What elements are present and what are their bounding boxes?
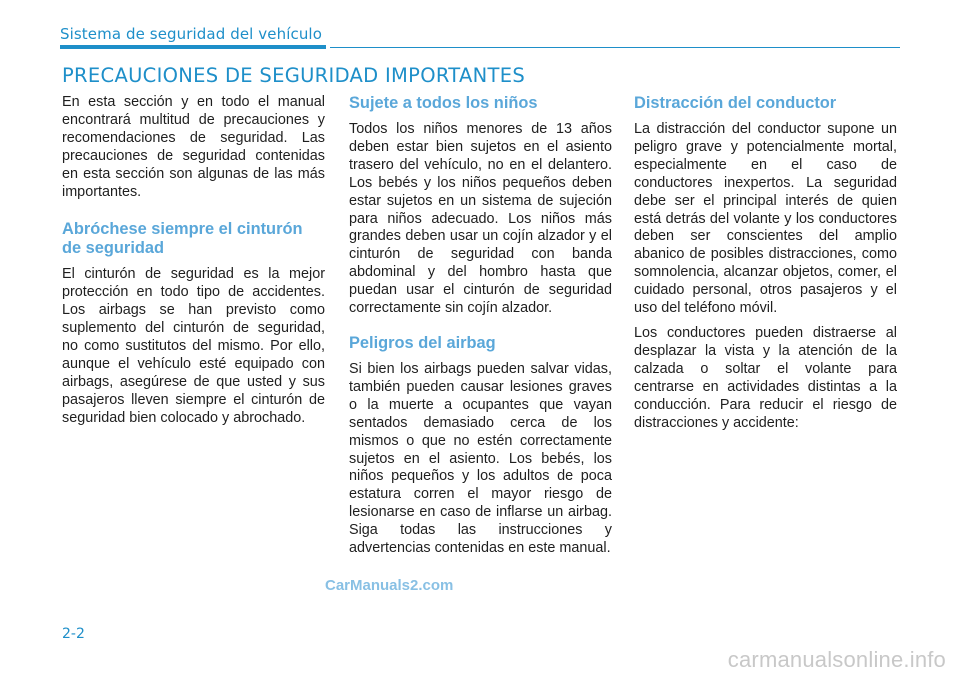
header-divider: [330, 47, 900, 48]
page-number: 2-2: [62, 626, 85, 642]
page-title: PRECAUCIONES DE SEGURIDAD IMPORTANTES: [62, 64, 526, 87]
children-heading: Sujete a todos los niños: [349, 94, 538, 112]
distraction-heading: Distracción del conductor: [634, 94, 837, 112]
watermark: CarManuals2.com: [325, 577, 454, 594]
seatbelt-paragraph: El cinturón de seguridad es la mejor protección en todo tipo de accidentes. Los airbags se han previsto como suplemento del cinturón de seguridad, no como sustitutos del mismo. Por ello, aunque el vehículo esté equipado con airbags, asegúrese de que usted y sus pasajeros lleven siempre el cinturón de seguridad bien colocado y abrochado.: [62, 266, 325, 426]
airbag-paragraph: Si bien los airbags pueden salvar vidas, también pueden causar lesiones graves o la muerte a ocupantes que vayan sentados demasiado cerca de los mismos o que no estén correctamente sujetos en el asiento. Los bebés, los niños pequeños y los adultos de poca estatura corren el mayor riesgo de lesionarse en caso de inflarse un airbag. Siga todas las instrucciones y advertencias contenidas en este manual.: [349, 360, 612, 557]
column-middle: [349, 94, 612, 565]
section-tab-label: Sistema de seguridad del vehículo: [60, 25, 322, 43]
distraction-paragraph-2: Los conductores pueden distraerse al desplazar la vista y la atención de la calzada o soltar el volante para centrarse en actividades distintas a la conducción. Para reducir el riesgo de distracciones y accidente:: [634, 324, 897, 431]
footer-site-link[interactable]: carmanualsonline.info: [727, 647, 946, 672]
seatbelt-heading: Abróchese siempre el cinturón de seguridad: [62, 220, 303, 258]
intro-paragraph: En esta sección y en todo el manual encontrará multitud de precauciones y recomendaciones de seguridad. Las precauciones de seguridad contenidas en esta sección son algunas de las más importantes.: [62, 94, 325, 200]
airbag-heading: Peligros del airbag: [349, 333, 496, 352]
distraction-paragraph-1: La distracción del conductor supone un peligro grave y potencialmente mortal, especialmente en el caso de conductores inexpertos. La seguridad debe ser el principal interés de quien está detrás del volante y los conductores deben ser conscientes del amplio abanico de posibles distracciones, como somnolencia, alcanzar objetos, comer, el cuidado personal, otros pasajeros y el uso del teléfono móvil.: [634, 121, 897, 317]
children-paragraph: Todos los niños menores de 13 años deben estar bien sujetos en el asiento trasero del vehículo, no en el delantero. Los bebés y los niños pequeños deben estar sujetos en un sistema de sujeción para niños adecuado. Los niños más grandes deben usar un cojín alzador y el cinturón de seguridad con banda abdominal y del hombro hasta que puedan usar el cinturón de seguridad correctamente sin cojín alzador.: [349, 121, 612, 317]
column-left: [62, 94, 325, 435]
column-right: [634, 94, 897, 439]
section-tab-rule: [60, 45, 326, 49]
